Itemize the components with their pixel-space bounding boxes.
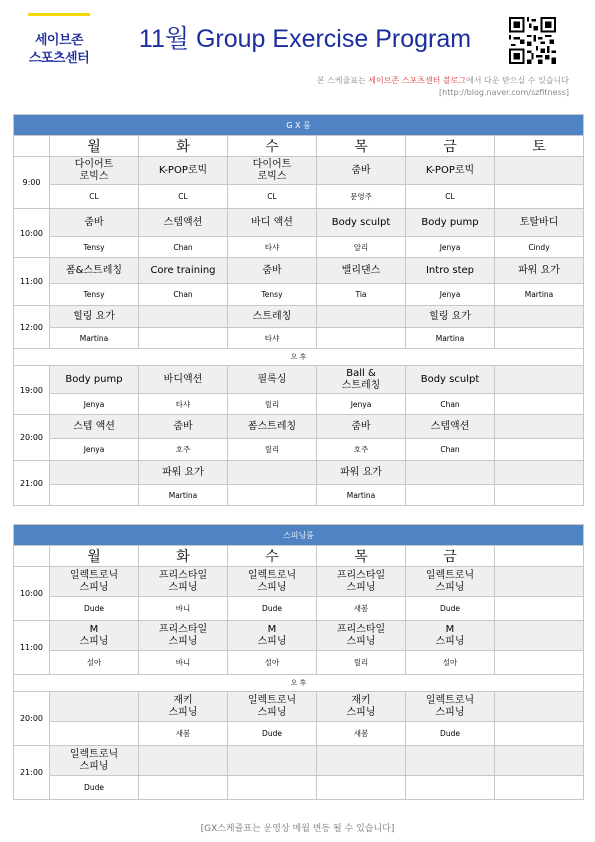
empty-slot bbox=[317, 746, 406, 776]
empty-slot bbox=[495, 415, 584, 439]
download-notice: 본 스케쥴표는 세이브존 스포츠센터 블로그에서 다운 받으실 수 있습니다 bbox=[316, 76, 569, 85]
class-name: 프리스타일 스피닝 bbox=[317, 567, 406, 597]
class-name: 바디액션 bbox=[139, 366, 228, 394]
instructor-name: Dude bbox=[406, 597, 495, 621]
class-name: 줌바 bbox=[139, 415, 228, 439]
instructor-name: Dude bbox=[228, 597, 317, 621]
empty-slot bbox=[139, 776, 228, 800]
empty-slot bbox=[495, 722, 584, 746]
spin-slot-row bbox=[14, 621, 584, 651]
instructor-name: 타샤 bbox=[228, 328, 317, 349]
gx-instructor-row bbox=[14, 284, 584, 306]
class-name: Body pump bbox=[50, 366, 139, 394]
empty-slot bbox=[495, 306, 584, 328]
gx-slot-row bbox=[14, 461, 584, 485]
instructor-name: CL bbox=[139, 185, 228, 209]
class-name: 스텝액션 bbox=[139, 209, 228, 237]
empty-slot bbox=[495, 597, 584, 621]
instructor-name: Martina bbox=[495, 284, 584, 306]
spin-instructor-row bbox=[14, 722, 584, 746]
gx-banner: G X 룸 bbox=[14, 115, 584, 136]
class-name: 스텝 액션 bbox=[50, 415, 139, 439]
class-name: Intro step bbox=[406, 258, 495, 284]
spin-instructor-row bbox=[14, 597, 584, 621]
class-name: 줌바 bbox=[317, 157, 406, 185]
day-header: 토 bbox=[495, 136, 584, 157]
spin-instructor-row bbox=[14, 651, 584, 675]
spin-slot-row bbox=[14, 567, 584, 597]
time-slot: 20:00 bbox=[14, 415, 50, 461]
class-name: 힐링 요가 bbox=[406, 306, 495, 328]
instructor-name: 타샤 bbox=[139, 394, 228, 415]
class-name: 필록싱 bbox=[228, 366, 317, 394]
empty-slot bbox=[406, 461, 495, 485]
empty-slot bbox=[495, 651, 584, 675]
gx-slot-row bbox=[14, 415, 584, 439]
time-slot: 20:00 bbox=[14, 692, 50, 746]
instructor-name: 바니 bbox=[139, 651, 228, 675]
empty-slot bbox=[317, 328, 406, 349]
class-name: 파워 요가 bbox=[317, 461, 406, 485]
empty-slot bbox=[495, 776, 584, 800]
empty-slot bbox=[139, 328, 228, 349]
class-name: 파워 요가 bbox=[139, 461, 228, 485]
empty-slot bbox=[228, 776, 317, 800]
class-name: 프리스타일 스피닝 bbox=[139, 621, 228, 651]
class-name: 프리스타일 스피닝 bbox=[317, 621, 406, 651]
gx-afternoon-label: 오 후 bbox=[14, 349, 584, 366]
class-name: M 스피닝 bbox=[50, 621, 139, 651]
day-header: 수 bbox=[228, 546, 317, 567]
empty-slot bbox=[50, 722, 139, 746]
class-name: 일렉트로닉 스피닝 bbox=[406, 567, 495, 597]
instructor-name: 바니 bbox=[139, 597, 228, 621]
day-header: 월 bbox=[50, 546, 139, 567]
empty-slot bbox=[495, 157, 584, 185]
instructor-name: Jenya bbox=[406, 284, 495, 306]
empty-slot bbox=[50, 485, 139, 506]
instructor-name: CL bbox=[228, 185, 317, 209]
time-slot: 11:00 bbox=[14, 258, 50, 306]
day-header: 수 bbox=[228, 136, 317, 157]
instructor-name: Dude bbox=[50, 776, 139, 800]
class-name: 줌바 bbox=[50, 209, 139, 237]
logo-line1: 세이브존 bbox=[34, 33, 84, 48]
empty-slot bbox=[50, 461, 139, 485]
empty-slot bbox=[495, 567, 584, 597]
instructor-name: 릴리 bbox=[317, 651, 406, 675]
instructor-name: 문영주 bbox=[317, 185, 406, 209]
gx-room-schedule bbox=[13, 114, 584, 506]
class-name: 파워 요가 bbox=[495, 258, 584, 284]
instructor-name: 알리 bbox=[317, 237, 406, 258]
class-name: 다이어트 로빅스 bbox=[228, 157, 317, 185]
time-slot: 21:00 bbox=[14, 461, 50, 506]
day-header: 화 bbox=[139, 136, 228, 157]
instructor-name: Martina bbox=[139, 485, 228, 506]
instructor-name: Jenya bbox=[50, 394, 139, 415]
footer-note: [GX스케쥴표는 운영상 매월 변동 될 수 있습니다] bbox=[200, 824, 395, 834]
gx-day-header bbox=[14, 136, 584, 157]
instructor-name: 새봄 bbox=[139, 722, 228, 746]
time-slot: 21:00 bbox=[14, 746, 50, 800]
empty-slot bbox=[406, 776, 495, 800]
spin-banner: 스피닝룸 bbox=[14, 525, 584, 546]
day-header: 금 bbox=[406, 136, 495, 157]
day-header: 월 bbox=[50, 136, 139, 157]
day-header: 목 bbox=[317, 546, 406, 567]
instructor-name: 타샤 bbox=[228, 237, 317, 258]
spin-afternoon-label: 오 후 bbox=[14, 675, 584, 692]
time-slot: 11:00 bbox=[14, 621, 50, 675]
empty-slot bbox=[406, 746, 495, 776]
instructor-name: 릴리 bbox=[228, 394, 317, 415]
instructor-name: Chan bbox=[139, 237, 228, 258]
instructor-name: 호주 bbox=[317, 439, 406, 461]
logo bbox=[28, 13, 90, 68]
qr-code-icon[interactable] bbox=[509, 17, 556, 64]
spin-afternoon-row bbox=[14, 675, 584, 692]
empty-slot bbox=[495, 439, 584, 461]
instructor-name: Chan bbox=[406, 394, 495, 415]
empty-slot bbox=[495, 485, 584, 506]
class-name: 일렉트로닉 스피닝 bbox=[50, 746, 139, 776]
class-name: 토탈바디 bbox=[495, 209, 584, 237]
instructor-name: Chan bbox=[406, 439, 495, 461]
gx-instructor-row bbox=[14, 328, 584, 349]
class-name: 스트레칭 bbox=[228, 306, 317, 328]
instructor-name: Tensy bbox=[228, 284, 317, 306]
class-name: Body pump bbox=[406, 209, 495, 237]
class-name: 힐링 요가 bbox=[50, 306, 139, 328]
spin-day-header bbox=[14, 546, 584, 567]
gx-instructor-row bbox=[14, 237, 584, 258]
empty-slot bbox=[495, 328, 584, 349]
blog-url[interactable]: [http://blog.naver.com/szfitness] bbox=[439, 88, 569, 97]
instructor-name: 새봄 bbox=[317, 722, 406, 746]
class-name: 스텝액션 bbox=[406, 415, 495, 439]
class-name: 일렉트로닉 스피닝 bbox=[50, 567, 139, 597]
instructor-name: Jenya bbox=[50, 439, 139, 461]
instructor-name: Martina bbox=[317, 485, 406, 506]
spinning-room-schedule bbox=[13, 524, 584, 800]
instructor-name: Martina bbox=[50, 328, 139, 349]
class-name: 밸리댄스 bbox=[317, 258, 406, 284]
gx-afternoon-row bbox=[14, 349, 584, 366]
instructor-name: Jenya bbox=[317, 394, 406, 415]
class-name: K-POP로빅 bbox=[139, 157, 228, 185]
time-slot: 19:00 bbox=[14, 366, 50, 415]
instructor-name: 설아 bbox=[406, 651, 495, 675]
empty-slot bbox=[495, 461, 584, 485]
blog-link[interactable]: 세이브존 스포츠센터 블로그 bbox=[368, 76, 467, 85]
empty-slot bbox=[317, 776, 406, 800]
class-name: 일렉트로닉 스피닝 bbox=[228, 692, 317, 722]
day-header: 목 bbox=[317, 136, 406, 157]
class-name: 재키 스피닝 bbox=[317, 692, 406, 722]
empty-slot bbox=[495, 185, 584, 209]
empty-slot bbox=[406, 485, 495, 506]
empty-slot bbox=[495, 621, 584, 651]
instructor-name: 설아 bbox=[228, 651, 317, 675]
instructor-name: Jenya bbox=[406, 237, 495, 258]
gx-instructor-row bbox=[14, 439, 584, 461]
logo-bar bbox=[28, 13, 90, 16]
gx-banner-row bbox=[14, 115, 584, 136]
gx-slot-row bbox=[14, 157, 584, 185]
class-name: 줌바 bbox=[317, 415, 406, 439]
instructor-name: 호주 bbox=[139, 439, 228, 461]
instructor-name: Tensy bbox=[50, 237, 139, 258]
empty-slot bbox=[139, 306, 228, 328]
class-name: Core training bbox=[139, 258, 228, 284]
gx-day-corner bbox=[14, 136, 50, 157]
empty-slot bbox=[228, 746, 317, 776]
instructor-name: Dude bbox=[50, 597, 139, 621]
class-name: 폼스트레칭 bbox=[228, 415, 317, 439]
class-name: K-POP로빅 bbox=[406, 157, 495, 185]
day-header: 금 bbox=[406, 546, 495, 567]
spin-banner-row bbox=[14, 525, 584, 546]
gx-slot-row bbox=[14, 366, 584, 394]
class-name: 일렉트로닉 스피닝 bbox=[406, 692, 495, 722]
day-header bbox=[495, 546, 584, 567]
gx-slot-row bbox=[14, 209, 584, 237]
class-name: M 스피닝 bbox=[406, 621, 495, 651]
empty-slot bbox=[228, 485, 317, 506]
class-name: Body sculpt bbox=[406, 366, 495, 394]
empty-slot bbox=[495, 692, 584, 722]
time-slot: 12:00 bbox=[14, 306, 50, 349]
instructor-name: Martina bbox=[406, 328, 495, 349]
empty-slot bbox=[228, 461, 317, 485]
gx-instructor-row bbox=[14, 185, 584, 209]
class-name: 프리스타일 스피닝 bbox=[139, 567, 228, 597]
empty-slot bbox=[139, 746, 228, 776]
class-name: Ball & 스트레칭 bbox=[317, 366, 406, 394]
instructor-name: 새봄 bbox=[317, 597, 406, 621]
class-name: Body sculpt bbox=[317, 209, 406, 237]
empty-slot bbox=[495, 746, 584, 776]
logo-line2: 스포츠센터 bbox=[28, 51, 90, 66]
class-name: 줌바 bbox=[228, 258, 317, 284]
class-name: 바디 액션 bbox=[228, 209, 317, 237]
class-name: M 스피닝 bbox=[228, 621, 317, 651]
instructor-name: Dude bbox=[228, 722, 317, 746]
spin-day-corner bbox=[14, 546, 50, 567]
spin-slot-row bbox=[14, 746, 584, 776]
instructor-name: Tensy bbox=[50, 284, 139, 306]
instructor-name: CL bbox=[406, 185, 495, 209]
class-name: 다이어트 로빅스 bbox=[50, 157, 139, 185]
instructor-name: Chan bbox=[139, 284, 228, 306]
page-title: 11월 Group Exercise Program bbox=[138, 25, 472, 53]
time-slot: 10:00 bbox=[14, 567, 50, 621]
empty-slot bbox=[495, 394, 584, 415]
instructor-name: Tia bbox=[317, 284, 406, 306]
empty-slot bbox=[317, 306, 406, 328]
time-slot: 10:00 bbox=[14, 209, 50, 258]
empty-slot bbox=[495, 366, 584, 394]
class-name: 일렉트로닉 스피닝 bbox=[228, 567, 317, 597]
empty-slot bbox=[50, 692, 139, 722]
spin-slot-row bbox=[14, 692, 584, 722]
instructor-name: 설아 bbox=[50, 651, 139, 675]
class-name: 폼&스트레칭 bbox=[50, 258, 139, 284]
time-slot: 9:00 bbox=[14, 157, 50, 209]
instructor-name: CL bbox=[50, 185, 139, 209]
gx-slot-row bbox=[14, 306, 584, 328]
instructor-name: 릴리 bbox=[228, 439, 317, 461]
instructor-name: Cindy bbox=[495, 237, 584, 258]
gx-instructor-row bbox=[14, 485, 584, 506]
day-header: 화 bbox=[139, 546, 228, 567]
gx-instructor-row bbox=[14, 394, 584, 415]
spin-instructor-row bbox=[14, 776, 584, 800]
class-name: 재키 스피닝 bbox=[139, 692, 228, 722]
gx-slot-row bbox=[14, 258, 584, 284]
instructor-name: Dude bbox=[406, 722, 495, 746]
